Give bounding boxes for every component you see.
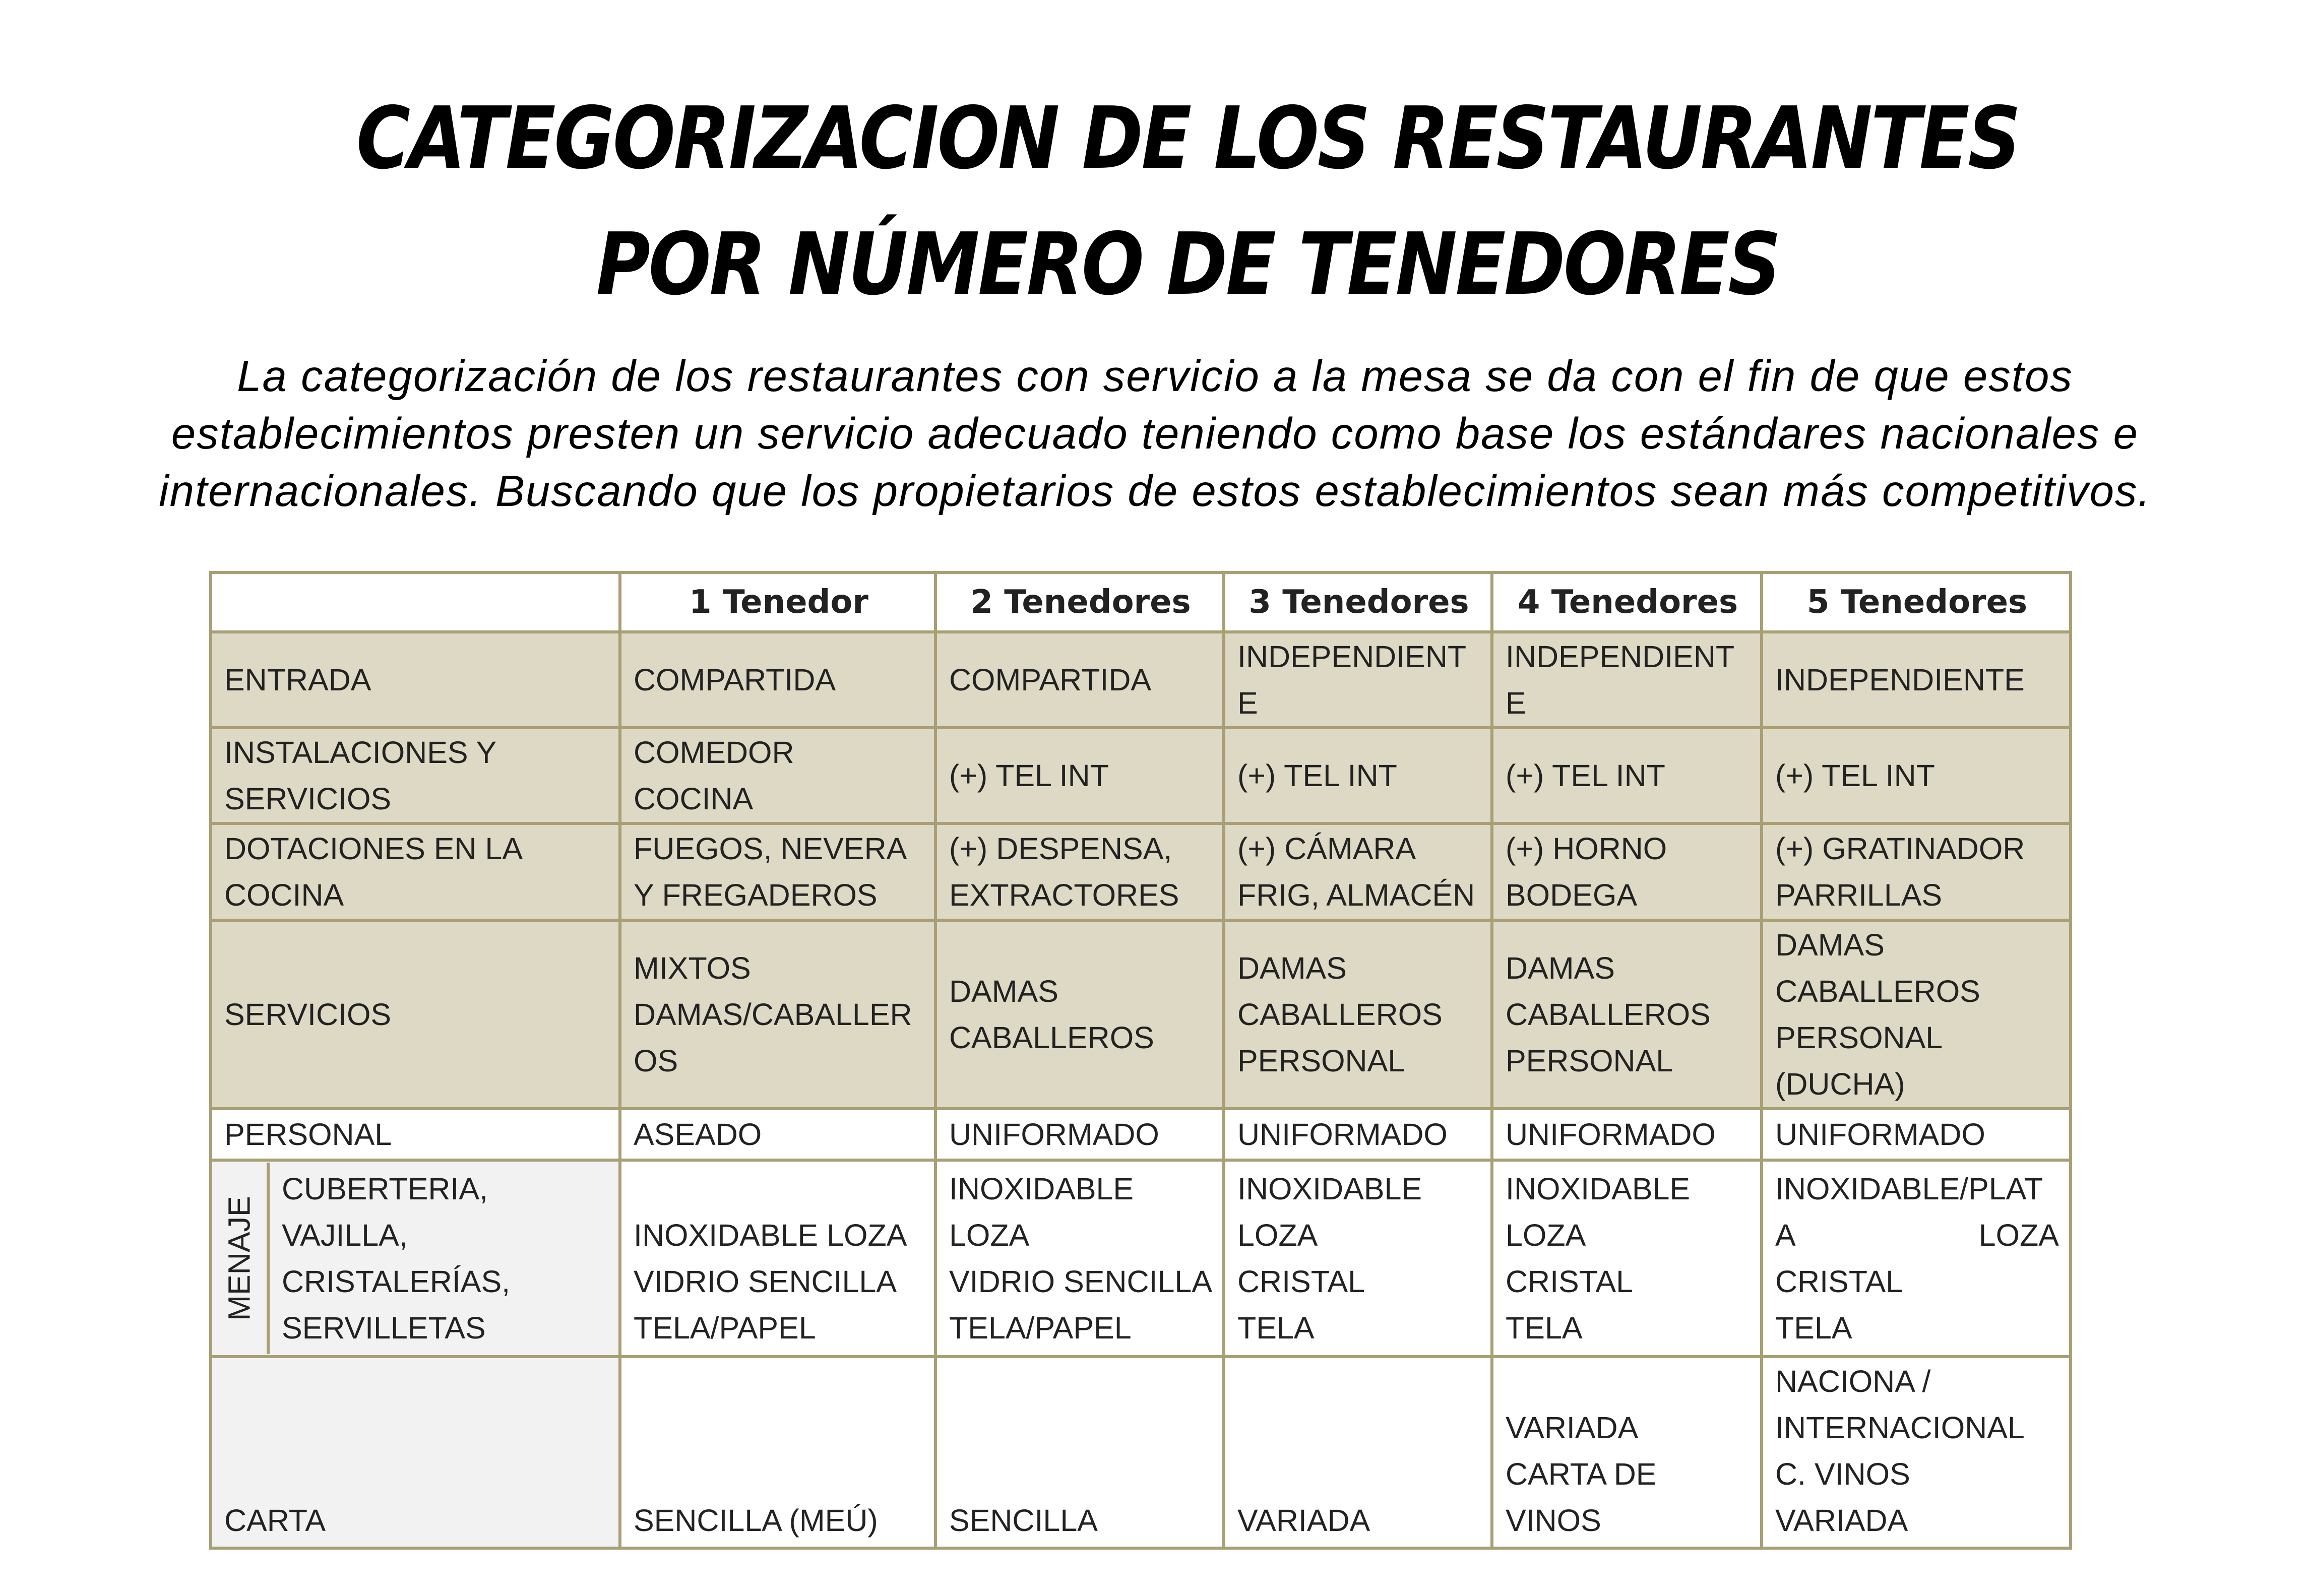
cell-servicios-3: DAMAS CABALLEROS PERSONAL [1224, 920, 1492, 1109]
intro-line-1: La categorización de los restaurantes con servicio a la mesa se da con el fin de que estos [237, 352, 2073, 401]
cell-instalaciones-1: COMEDOR COCINA [620, 728, 935, 823]
cell-carta-1: SENCILLA (MEÚ) [620, 1357, 935, 1548]
menaje-group-label: MENAJE [212, 1163, 270, 1354]
cell-servicios-1: MIXTOS DAMAS/CABALLER OS [620, 920, 935, 1109]
cell-dotaciones-1: FUEGOS, NEVERA Y FREGADEROS [620, 823, 935, 920]
cell-dotaciones-3: (+) CÁMARA FRIG, ALMACÉN [1224, 823, 1492, 920]
intro-paragraph [0, 348, 2310, 520]
header-5-tenedores: 5 Tenedores [1762, 572, 2071, 632]
row-label-entrada: ENTRADA [211, 632, 620, 728]
row-menaje [211, 1160, 2071, 1357]
header-2-tenedores: 2 Tenedores [935, 572, 1224, 632]
intro-line-2: establecimientos presten un servicio adecuado teniendo como base los estándares nacionales e [171, 409, 2139, 458]
cell-entrada-5: INDEPENDIENTE [1762, 632, 2071, 728]
cell-instalaciones-2: (+) TEL INT [935, 728, 1224, 823]
cell-instalaciones-5: (+) TEL INT [1762, 728, 2071, 823]
row-label-menaje [211, 1160, 620, 1357]
cell-menaje-4: INOXIDABLE LOZA CRISTAL TELA [1492, 1160, 1762, 1357]
cell-dotaciones-5: (+) GRATINADOR PARRILLAS [1762, 823, 2071, 920]
menaje-items-label: CUBERTERIA, VAJILLA, CRISTALERÍAS, SERVILLETAS [282, 1172, 511, 1345]
cell-personal-4: UNIFORMADO [1492, 1109, 1762, 1160]
row-entrada [211, 632, 2071, 728]
cell-dotaciones-4: (+) HORNO BODEGA [1492, 823, 1762, 920]
row-instalaciones [211, 728, 2071, 823]
row-dotaciones [211, 823, 2071, 920]
row-label-personal: PERSONAL [211, 1109, 620, 1160]
header-3-tenedores: 3 Tenedores [1224, 572, 1492, 632]
cell-entrada-3: INDEPENDIENT E [1224, 632, 1492, 728]
header-4-tenedores: 4 Tenedores [1492, 572, 1762, 632]
cell-carta-5: NACIONA / INTERNACIONAL C. VINOS VARIADA [1762, 1357, 2071, 1548]
cell-instalaciones-3: (+) TEL INT [1224, 728, 1492, 823]
cell-personal-2: UNIFORMADO [935, 1109, 1224, 1160]
cell-entrada-2: COMPARTIDA [935, 632, 1224, 728]
header-empty [211, 572, 620, 632]
title-line-2: POR NÚMERO DE TENEDORES [596, 215, 1780, 314]
cell-menaje-5: INOXIDABLE/PLAT A LOZA CRISTAL TELA [1762, 1160, 2071, 1357]
row-label-carta: CARTA [211, 1357, 620, 1548]
cell-dotaciones-2: (+) DESPENSA, EXTRACTORES [935, 823, 1224, 920]
cell-instalaciones-4: (+) TEL INT [1492, 728, 1762, 823]
cell-personal-5: UNIFORMADO [1762, 1109, 2071, 1160]
title-line-1: CATEGORIZACION DE LOS RESTAURANTES [356, 89, 2020, 188]
row-label-servicios: SERVICIOS [211, 920, 620, 1109]
row-label-instalaciones: INSTALACIONES Y SERVICIOS [211, 728, 620, 823]
row-personal [211, 1109, 2071, 1160]
intro-line-3: internacionales. Buscando que los propietarios de estos establecimientos sean más competitivos. [159, 467, 2151, 516]
cell-menaje-2: INOXIDABLE LOZA VIDRIO SENCILLA TELA/PAPEL [935, 1160, 1224, 1357]
row-carta [211, 1357, 2071, 1548]
cell-entrada-4: INDEPENDIENT E [1492, 632, 1762, 728]
cell-menaje-3: INOXIDABLE LOZA CRISTAL TELA [1224, 1160, 1492, 1357]
header-1-tenedor: 1 Tenedor [620, 572, 935, 632]
cell-servicios-5: DAMAS CABALLEROS PERSONAL (DUCHA) [1762, 920, 2071, 1109]
cell-personal-1: ASEADO [620, 1109, 935, 1160]
cell-menaje-1: INOXIDABLE LOZA VIDRIO SENCILLA TELA/PAPEL [620, 1160, 935, 1357]
cell-carta-3: VARIADA [1224, 1357, 1492, 1548]
cell-servicios-4: DAMAS CABALLEROS PERSONAL [1492, 920, 1762, 1109]
header-row [211, 572, 2071, 632]
menaje-5-justified-line: A LOZA [1775, 1218, 2059, 1252]
cell-carta-2: SENCILLA [935, 1357, 1224, 1548]
cell-carta-4: VARIADA CARTA DE VINOS [1492, 1357, 1762, 1548]
page-title [0, 76, 2310, 328]
row-servicios [211, 920, 2071, 1109]
categorization-table [209, 571, 2072, 1550]
cell-entrada-1: COMPARTIDA [620, 632, 935, 728]
cell-servicios-2: DAMAS CABALLEROS [935, 920, 1224, 1109]
cell-personal-3: UNIFORMADO [1224, 1109, 1492, 1160]
row-label-dotaciones: DOTACIONES EN LA COCINA [211, 823, 620, 920]
